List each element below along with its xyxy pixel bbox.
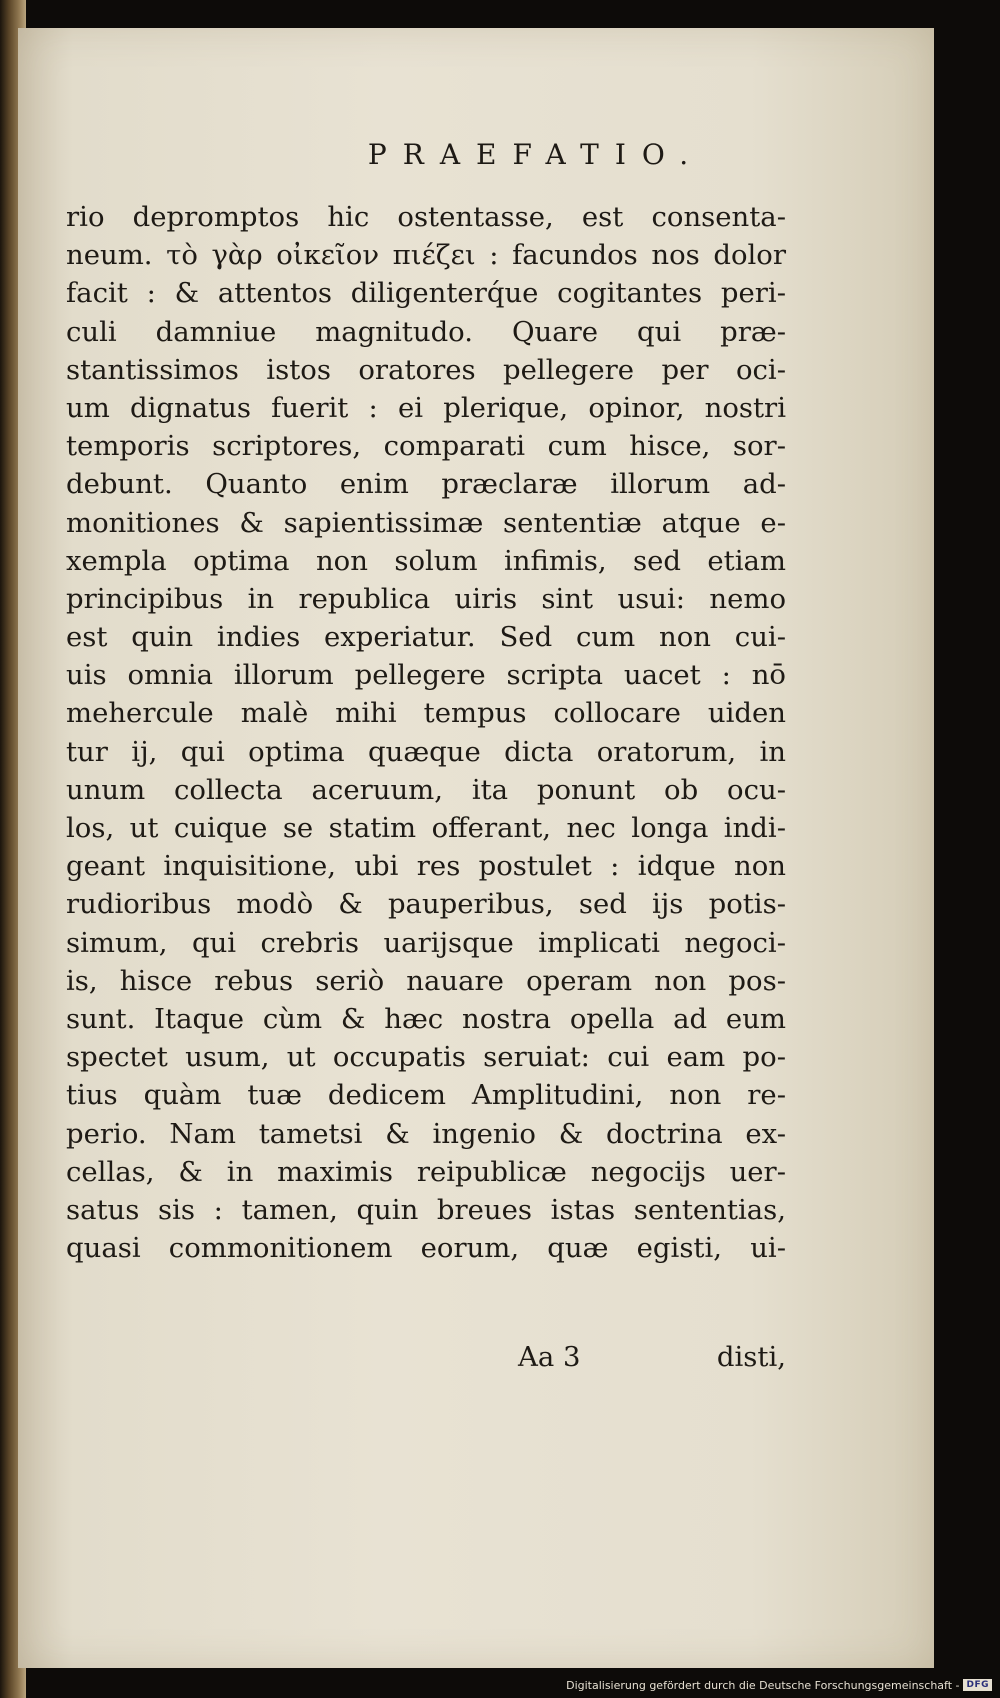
text-line: neum. τὸ γὰρ οἰκεῖον πιέζει : facundos nos dolor [66, 239, 786, 272]
text-line: simum, qui crebris uarijsque implicati negoci- [66, 926, 786, 959]
text-line: quasi commonitionem eorum, quæ egisti, ui- [66, 1232, 786, 1265]
text-line: est quin indies experiatur. Sed cum non cui- [66, 621, 786, 654]
text-line: debunt. Quanto enim præclaræ illorum ad- [66, 468, 786, 501]
text-line: xempla optima non solum infimis, sed etiam [66, 544, 786, 577]
text-line: rudioribus modò & pauperibus, sed ijs potis- [66, 888, 786, 921]
text-line: cellas, & in maximis reipublicæ negocijs uer- [66, 1155, 786, 1188]
signature-mark: Aa 3 [518, 1341, 581, 1373]
text-block [66, 198, 786, 1267]
text-line: uis omnia illorum pellegere scripta uacet : nō [66, 659, 786, 692]
text-line: geant inquisitione, ubi res postulet : idque non [66, 850, 786, 883]
paper-leaf [18, 28, 934, 1668]
text-line: monitiones & sapientissimæ sententiæ atque e- [66, 506, 786, 539]
text-line: principibus in republica uiris sint usui: nemo [66, 582, 786, 615]
text-line: perio. Nam tametsi & ingenio & doctrina ex- [66, 1117, 786, 1150]
text-line: culi damniue magnitudo. Quare qui præ- [66, 315, 786, 348]
text-line: sunt. Itaque cùm & hæc nostra opella ad eum [66, 1002, 786, 1035]
text-line: unum collecta aceruum, ita ponunt ob ocu- [66, 773, 786, 806]
text-line: tius quàm tuæ dedicem Amplitudini, non re- [66, 1079, 786, 1112]
text-line: rio depromptos hic ostentasse, est consenta- [66, 201, 786, 233]
digitization-credit [566, 1676, 992, 1694]
text-line: tur ij, qui optima quæque dicta oratorum, in [66, 735, 786, 768]
text-line: spectet usum, ut occupatis seruiat: cui eam po- [66, 1041, 786, 1074]
text-line: temporis scriptores, comparati cum hisce, sor- [66, 430, 786, 463]
direction-line [66, 1341, 786, 1379]
text-line: los, ut cuique se statim offerant, nec longa indi- [66, 812, 786, 844]
text-line: mehercule malè mihi tempus collocare uiden [66, 697, 786, 730]
credit-text: Digitalisierung gefördert durch die Deutsche Forschungsgemeinschaft - [566, 1678, 960, 1692]
running-head: PRAEFATIO. [367, 138, 705, 171]
text-line: um dignatus fuerit : ei plerique, opinor, nostri [66, 391, 786, 424]
dfg-logo: DFG [963, 1679, 992, 1691]
catchword: disti, [716, 1341, 786, 1373]
text-line: satus sis : tamen, quin breues istas sententias, [66, 1193, 786, 1226]
text-line: facit : & attentos diligenterq́ue cogitantes peri- [66, 277, 786, 310]
text-line: stantissimos istos oratores pellegere per oci- [66, 353, 786, 386]
text-line: is, hisce rebus seriò nauare operam non pos- [66, 964, 786, 997]
